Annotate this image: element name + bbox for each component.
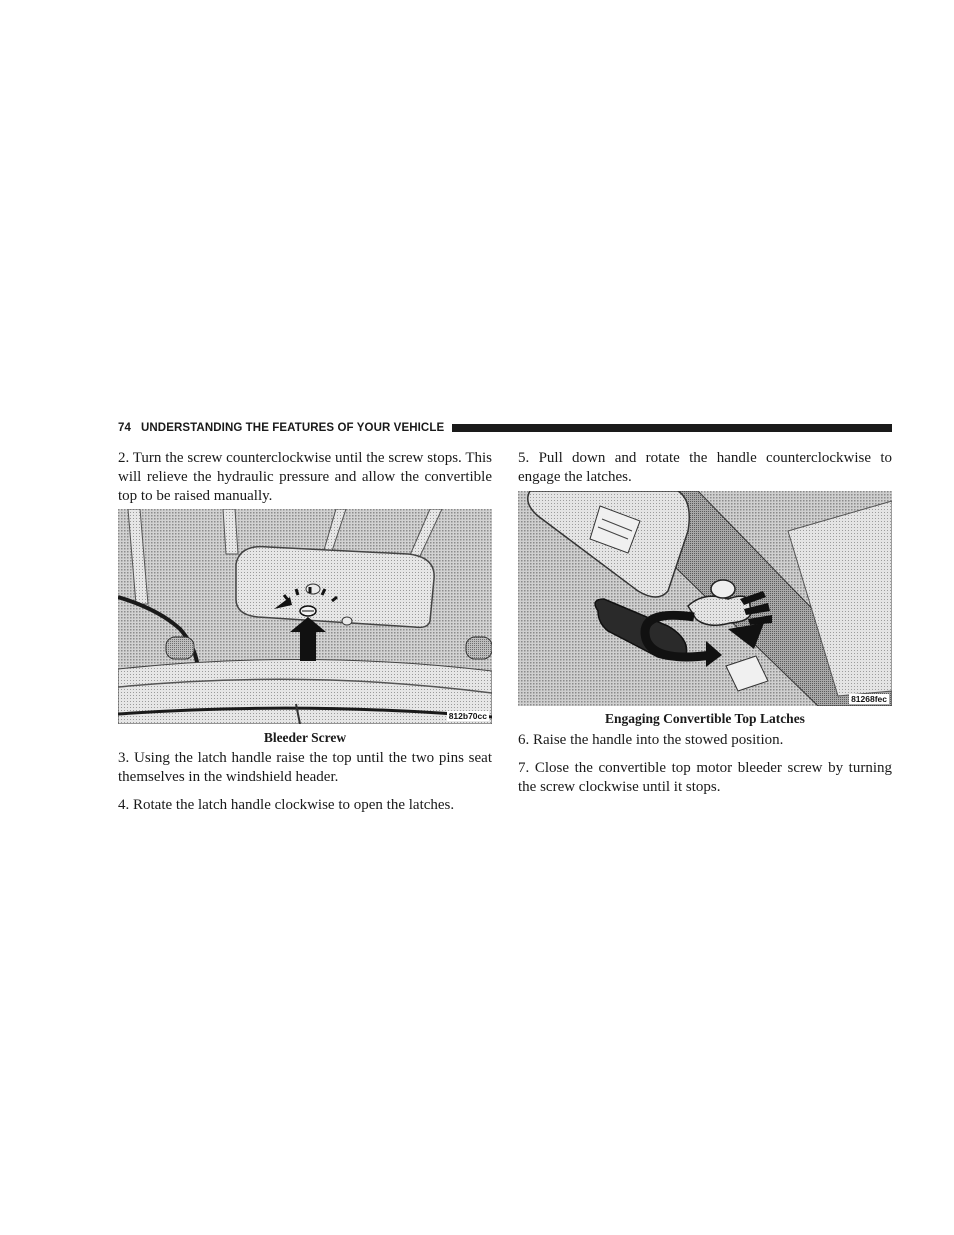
section-title: UNDERSTANDING THE FEATURES OF YOUR VEHICLE	[141, 422, 445, 434]
step-6-text: 6. Raise the handle into the stowed position.	[518, 732, 784, 748]
figure-code: 812b70cc	[448, 711, 487, 721]
bleeder-screw-figure	[118, 509, 492, 724]
latches-illustration	[518, 491, 892, 706]
latches-figure	[518, 491, 892, 706]
bleeder-screw-illustration	[118, 509, 492, 724]
figure-caption: Bleeder Screw	[263, 730, 347, 745]
step-3-text: 3. Using the latch handle raise the top until the two pins seat themselves in the windshield header.	[118, 750, 492, 785]
step-2-text: 2. Turn the screw counterclockwise until the screw stops. This will relieve the hydraulic pressure and allow the convertible top to be raised manually.	[118, 450, 492, 504]
step-7-text: 7. Close the convertible top motor bleeder screw by turning the screw clockwise until it stops.	[518, 760, 892, 795]
figure-code: 81268fec	[851, 694, 887, 704]
step-5-text: 5. Pull down and rotate the handle counterclockwise to engage the latches.	[518, 450, 892, 485]
figure-caption: Engaging Convertible Top Latches	[605, 711, 805, 726]
page-number: 74	[118, 422, 131, 434]
header-rule	[452, 424, 892, 432]
page-header	[118, 419, 892, 437]
step-4-text: 4. Rotate the latch handle clockwise to open the latches.	[118, 797, 455, 813]
